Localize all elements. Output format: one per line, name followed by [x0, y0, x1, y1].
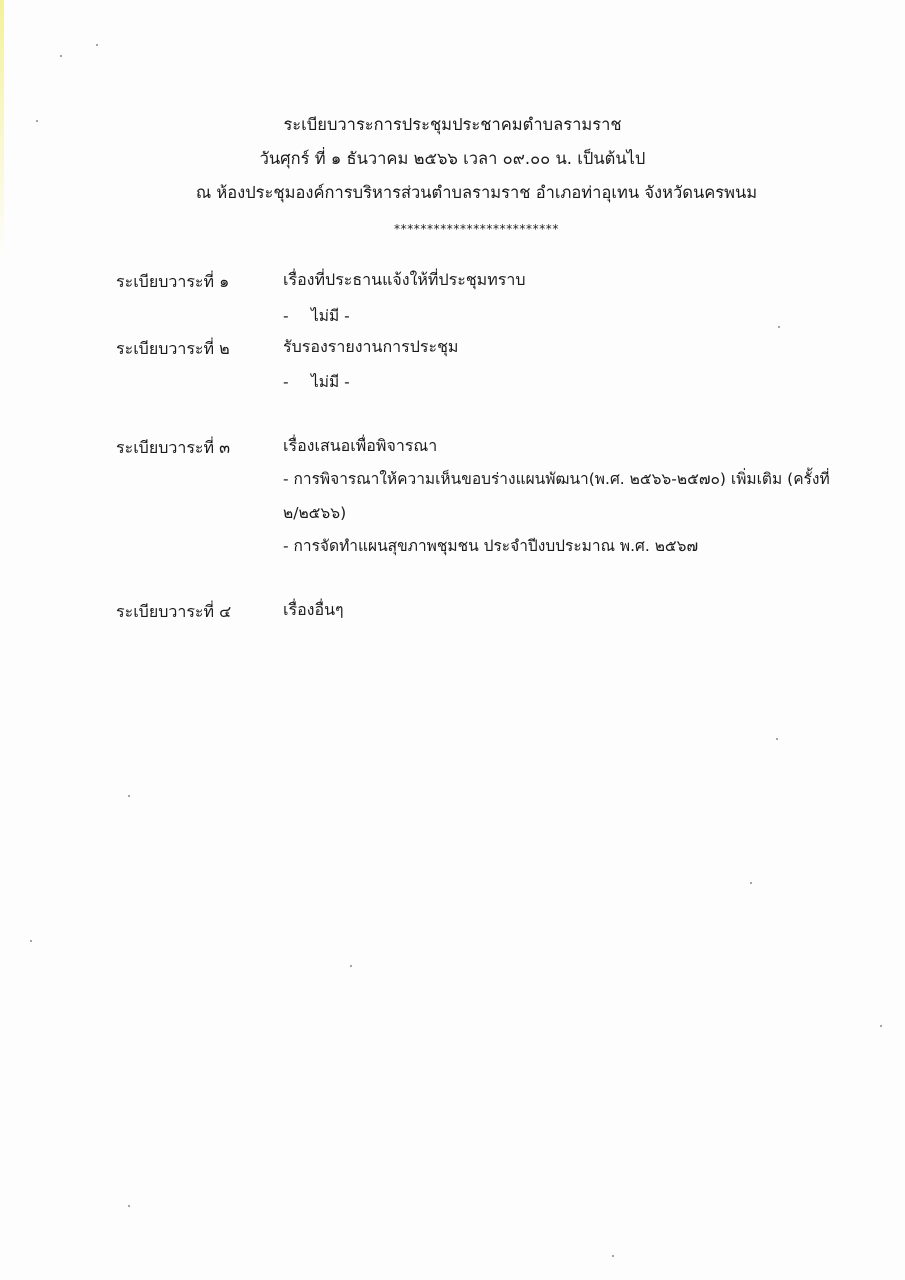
agenda-2-item-text: ไม่มี - [311, 373, 350, 391]
agenda-4-label: ระเบียบวาระที่ ๔ [116, 602, 232, 621]
agenda-3-item-1-line-1: - การพิจารณาให้ความเห็นขอบร่างแผนพัฒนา(พ.ศ. ๒๕๖๖-๒๕๗๐) เพิ่มเติม (ครั้งที่ [283, 470, 830, 488]
scan-speck [880, 1025, 882, 1027]
meeting-datetime: วันศุกร์ ที่ ๑ ธันวาคม ๒๕๖๖ เวลา ๐๙.๐๐ น. เป็นต้นไป [259, 149, 646, 168]
scan-speck [60, 55, 62, 57]
agenda-3-title: เรื่องเสนอเพื่อพิจารณา [283, 436, 438, 455]
document-title: ระเบียบวาระการประชุมประชาคมตำบลรามราช [283, 115, 622, 134]
scan-speck [612, 1255, 614, 1257]
agenda-2-label: ระเบียบวาระที่ ๒ [116, 339, 230, 358]
scan-speck [96, 44, 98, 46]
document-header [0, 108, 905, 210]
agenda-1-label: ระเบียบวาระที่ ๑ [116, 272, 230, 291]
scan-speck [30, 940, 32, 942]
meeting-location: ณ ห้องประชุมองค์การบริหารส่วนตำบลรามราช อำเภอท่าอุเทน จังหวัดนครพนม [195, 183, 758, 202]
agenda-2-item [283, 369, 350, 394]
scan-speck [776, 738, 778, 740]
scan-speck [36, 120, 38, 122]
agenda-3-item-2: - การจัดทำแผนสุขภาพชุมชน ประจำปีงบประมาณ พ.ศ. ๒๕๖๗ [283, 537, 699, 555]
separator-stars: ************************* [394, 222, 559, 236]
agenda-1-item-text: ไม่มี - [311, 307, 350, 325]
agenda-4-title: เรื่องอื่นๆ [283, 600, 344, 619]
scan-speck [750, 882, 752, 884]
agenda-1-item [283, 303, 350, 328]
agenda-3-item-1-line-2: ๒/๒๕๖๖) [283, 504, 347, 522]
agenda-2-title: รับรองรายงานการประชุม [283, 337, 459, 356]
scan-speck [778, 326, 780, 328]
scan-speck [128, 795, 130, 797]
agenda-1-title: เรื่องที่ประธานแจ้งให้ที่ประชุมทราบ [283, 270, 526, 289]
agenda-2-dash: - [283, 373, 289, 391]
scan-speck [350, 965, 352, 967]
agenda-3-label: ระเบียบวาระที่ ๓ [116, 438, 231, 457]
scan-speck [128, 1205, 130, 1207]
agenda-1-dash: - [283, 307, 289, 325]
